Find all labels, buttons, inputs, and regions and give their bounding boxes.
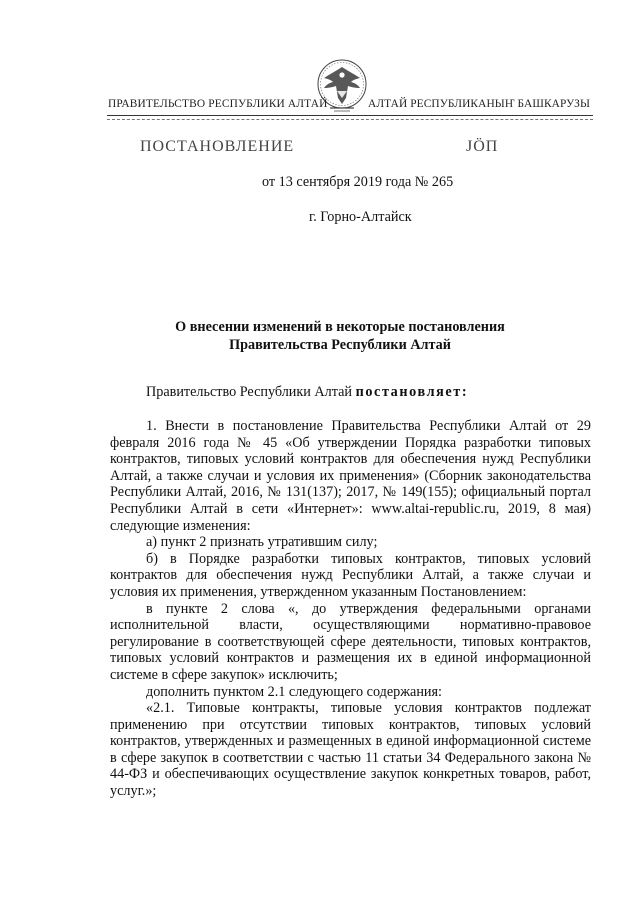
paragraph-3: б) в Порядке разработки типовых контрактов, типовых условий контрактов для обеспечения нужд Республики Алтай, а также случаи и условия их применения, утвержденном указанным Постановлением: xyxy=(110,550,591,600)
document-body xyxy=(110,418,591,800)
paragraph-1: 1. Внести в постановление Правительства Республики Алтай от 29 февраля 2016 года № 45 «Об утверждении Порядка разработки типовых контрактов, типовых условий контрактов для обеспечения нужд Республики Алтай, а также случаи и условия их применения» (Сборник законодательства Республики Алтай, 2016, № 131(137); 2017, № 149(155); официальный портал Республики Алтай в сети «Интернет»: www.altai-republic.ru, 2019, 8 мая) следующие изменения: xyxy=(110,418,591,534)
document-type-altai: ЈӦП xyxy=(466,138,499,155)
paragraph-6: «2.1. Типовые контракты, типовые условия контрактов подлежат применению при отсутствии типовых контрактов, типовых условий контрактов, утвержденных и размещенных в единой информационной системе в сфере закупок в соответствии с частью 11 статьи 34 Федерального закона № 44-ФЗ и обеспечивающих осуществление закупок конкретных товаров, работ, услуг.»; xyxy=(110,700,591,800)
header-rule xyxy=(107,115,593,116)
preamble xyxy=(146,384,468,401)
issuer-name-altai: АЛТАЙ РЕСПУБЛИКАНЫҤ БАШКАРУЗЫ xyxy=(368,98,590,110)
title-line-2: Правительства Республики Алтай xyxy=(229,337,451,353)
preamble-verb: постановляет: xyxy=(355,384,469,400)
paragraph-2: а) пункт 2 признать утратившим силу; xyxy=(146,534,378,551)
paragraph-5: дополнить пунктом 2.1 следующего содержания: xyxy=(146,683,442,700)
header-rule-dashed xyxy=(107,119,593,120)
issuer-name-russian: ПРАВИТЕЛЬСТВО РЕСПУБЛИКИ АЛТАЙ xyxy=(108,98,328,110)
document-title xyxy=(100,318,580,354)
document-date-number: от 13 сентября 2019 года № 265 xyxy=(262,174,454,190)
preamble-lead: Правительство Республики Алтай xyxy=(146,384,353,400)
paragraph-4: в пункте 2 слова «, до утверждения федеральными органами исполнительной власти, осуществляющими нормативно-правовое регулирование в соответствующей сфере деятельности, типовых контрактов, типовых условий контрактов и размещения их в единой информационной системе в сфере закупок» исключить; xyxy=(110,600,591,683)
document-city: г. Горно-Алтайск xyxy=(309,209,412,225)
title-line-1: О внесении изменений в некоторые постановления xyxy=(175,319,505,335)
document-type-russian: ПОСТАНОВЛЕНИЕ xyxy=(140,138,295,155)
